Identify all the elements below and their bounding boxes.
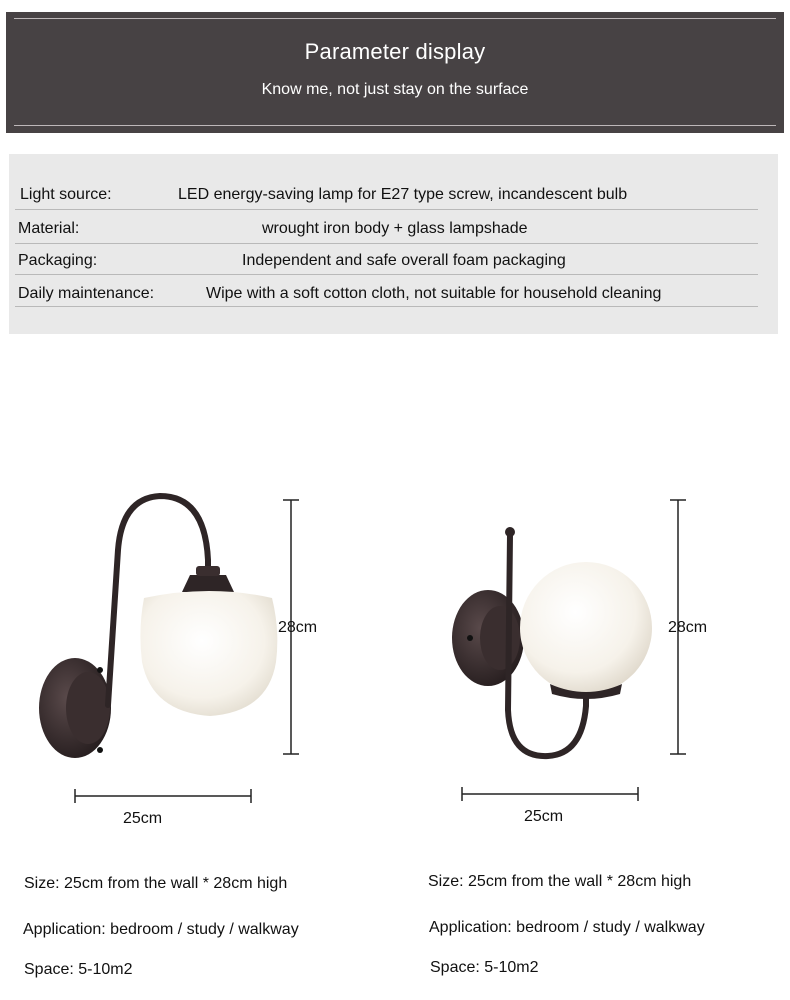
page-subtitle: Know me, not just stay on the surface: [261, 81, 529, 98]
param-label: Packaging:: [18, 252, 98, 269]
lamp-holder: [182, 575, 234, 592]
param-value: Wipe with a soft cotton cloth, not suitable for household cleaning: [206, 285, 662, 302]
param-label: Daily maintenance:: [18, 285, 155, 302]
glass-globe-lampshade: [520, 562, 652, 694]
height-label: 28cm: [668, 619, 708, 636]
spec-size-1: Size: 25cm from the wall * 28cm high: [24, 875, 288, 892]
screw: [467, 635, 473, 641]
wall-plate-inner: [480, 606, 520, 670]
param-label: Light source:: [20, 186, 112, 203]
spec-space-1: Space: 5-10m2: [24, 961, 133, 978]
param-label: Material:: [18, 220, 80, 237]
product-diagram-2: [410, 480, 790, 840]
glass-lampshade: [140, 591, 277, 716]
wall-lamp-1-image: [20, 480, 400, 840]
param-row-daily-maintenance: [9, 277, 778, 307]
screw: [97, 667, 103, 673]
spec-application-1: Application: bedroom / study / walkway: [23, 921, 299, 938]
param-divider: [15, 209, 758, 210]
wall-lamp-2-image: [410, 480, 790, 840]
header-bottom-rule: [14, 125, 776, 126]
param-divider: [15, 306, 758, 307]
param-row-material: [9, 214, 778, 244]
height-label: 28cm: [278, 619, 318, 636]
lamp-holder-cap: [196, 566, 220, 576]
param-value: LED energy-saving lamp for E27 type screw, incandescent bulb: [178, 186, 628, 203]
header-banner: [6, 12, 784, 133]
width-label: 25cm: [123, 810, 163, 827]
param-value: wrought iron body + glass lampshade: [262, 220, 528, 237]
spec-space-2: Space: 5-10m2: [430, 959, 539, 976]
param-divider: [15, 243, 758, 244]
spec-size-2: Size: 25cm from the wall * 28cm high: [428, 873, 692, 890]
screw: [97, 747, 103, 753]
page-title: Parameter display: [304, 39, 486, 64]
wall-plate-inner: [66, 672, 110, 744]
param-row-light-source: [9, 180, 778, 210]
width-label: 25cm: [524, 808, 564, 825]
param-value: Independent and safe overall foam packaging: [242, 252, 566, 269]
param-divider: [15, 274, 758, 275]
spec-application-2: Application: bedroom / study / walkway: [429, 919, 705, 936]
param-row-packaging: [9, 245, 778, 275]
parameters-panel: [9, 154, 778, 334]
arm-finial: [505, 527, 515, 537]
header-top-rule: [14, 18, 776, 19]
product-diagram-1: [20, 480, 400, 840]
